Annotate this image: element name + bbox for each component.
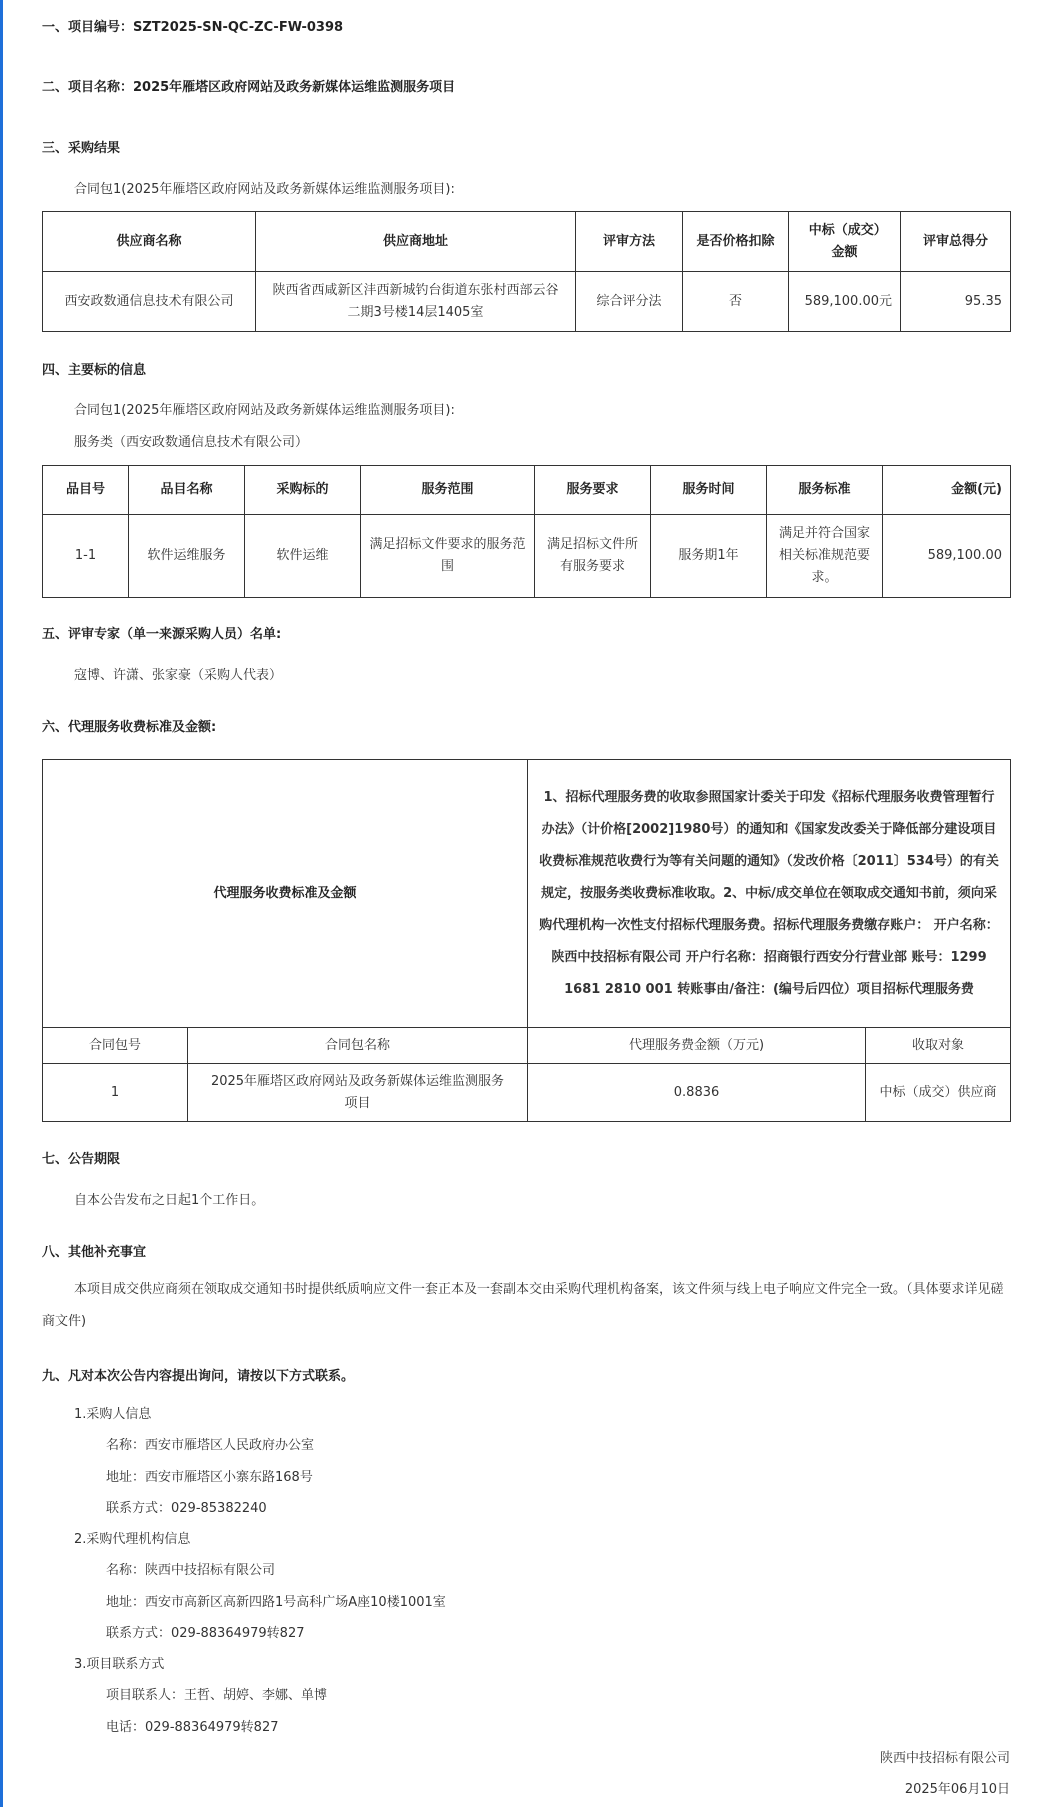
column-header: 是否价格扣除 (683, 212, 789, 272)
winning-amount: 589,100.00元 (789, 272, 901, 332)
column-header: 中标（成交）金额 (789, 212, 901, 272)
procurement-subject: 软件运维 (245, 515, 361, 598)
buyer-info-title: 1.采购人信息 (74, 1407, 152, 1422)
fee-standard-row (43, 760, 1011, 1028)
agent-address: 地址：西安市高新区高新四路1号高科广场A座10楼1001室 (106, 1595, 446, 1610)
package-label: 合同包1(2025年雁塔区政府网站及政务新媒体运维监测服务项目): (74, 182, 455, 197)
project-phone: 电话：029-88364979转827 (106, 1720, 279, 1735)
project-contacts: 项目联系人：王哲、胡婷、李娜、单博 (106, 1688, 328, 1703)
project-contact-title: 3.项目联系方式 (74, 1657, 165, 1672)
supplier-name: 西安政数通信息技术有限公司 (43, 272, 256, 332)
buyer-phone: 联系方式：029-85382240 (106, 1501, 267, 1516)
column-header: 采购标的 (245, 466, 361, 515)
column-header: 供应商名称 (43, 212, 256, 272)
section-heading-result: 三、采购结果 (42, 141, 121, 156)
signature-company: 陕西中技招标有限公司 (879, 1751, 1010, 1766)
result-table (42, 211, 1011, 332)
item-amount: 589,100.00 (883, 515, 1011, 598)
table-row (43, 515, 1011, 598)
fee-payer: 中标（成交）供应商 (866, 1064, 1011, 1122)
project-number: 一、项目编号：SZT2025-SN-QC-ZC-FW-0398 (42, 20, 344, 35)
project-name: 二、项目名称：2025年雁塔区政府网站及政务新媒体运维监测服务项目 (42, 80, 456, 95)
fee-standard-label: 代理服务收费标准及金额 (43, 760, 528, 1028)
fee-table (42, 759, 1011, 1122)
agent-phone: 联系方式：029-88364979转827 (106, 1626, 305, 1641)
service-requirement: 满足招标文件所有服务要求 (535, 515, 651, 598)
column-header: 服务要求 (535, 466, 651, 515)
section-heading-fee: 六、代理服务收费标准及金额: (42, 720, 217, 735)
section-heading-subject: 四、主要标的信息 (42, 363, 147, 378)
buyer-name: 名称：西安市雁塔区人民政府办公室 (106, 1438, 315, 1453)
column-header: 收取对象 (866, 1028, 1011, 1064)
column-header: 品目号 (43, 466, 129, 515)
package-number: 1 (43, 1064, 188, 1122)
column-header: 服务范围 (361, 466, 535, 515)
fee-standard-text: 1、招标代理服务费的收取参照国家计委关于印发《招标代理服务收费管理暂行办法》（计价格[2002]1980号）的通知和《国家发改委关于降低部分建设项目收费标准规范收费行为等有关问题的通知》（发改价格〔2011〕534号）的有关规定，按服务类收费标准收取。2、中标/成交单位在领取成交通知书前，须向采购代理机构一次性支付招标代理服务费。招标代理服务费缴存账户： 开户名称：陕西中技招标有限公司 开户行名称：招商银行西安分行营业部 账号：1299 1681 2810 001 转账事由/备注：(编号后四位）项目招标代理服务费 (528, 760, 1011, 1028)
column-header: 服务标准 (767, 466, 883, 515)
subject-table (42, 465, 1011, 598)
column-header: 评审方法 (576, 212, 683, 272)
signature-date: 2025年06月10日 (904, 1782, 1010, 1797)
expert-names: 寇博、许潇、张家豪（采购人代表） (74, 668, 283, 683)
table-header-row (43, 1028, 1011, 1064)
announcement-period: 自本公告发布之日起1个工作日。 (74, 1193, 265, 1208)
package-label: 合同包1(2025年雁塔区政府网站及政务新媒体运维监测服务项目): (74, 403, 455, 418)
section-heading-experts: 五、评审专家（单一来源采购人员）名单: (42, 627, 282, 642)
column-header: 服务时间 (651, 466, 767, 515)
price-deduction: 否 (683, 272, 789, 332)
table-header-row (43, 212, 1011, 272)
agent-name: 名称：陕西中技招标有限公司 (106, 1563, 276, 1578)
package-name: 2025年雁塔区政府网站及政务新媒体运维监测服务项目 (188, 1064, 528, 1122)
other-matters-text: 本项目成交供应商须在领取成交通知书时提供纸质响应文件一套正本及一套副本交由采购代理机构备案，该文件须与线上电子响应文件完全一致。（具体要求详见磋商文件) (42, 1282, 1004, 1329)
service-scope: 满足招标文件要求的服务范围 (361, 515, 535, 598)
column-header: 供应商地址 (256, 212, 576, 272)
buyer-address: 地址：西安市雁塔区小寨东路168号 (106, 1470, 313, 1485)
column-header: 合同包名称 (188, 1028, 528, 1064)
service-standard: 满足并符合国家相关标准规范要求。 (767, 515, 883, 598)
column-header: 代理服务费金额（万元) (528, 1028, 866, 1064)
section-heading-contact: 九、凡对本次公告内容提出询问，请按以下方式联系。 (42, 1369, 355, 1384)
item-number: 1-1 (43, 515, 129, 598)
table-header-row (43, 466, 1011, 515)
column-header: 品目名称 (129, 466, 245, 515)
table-row (43, 1064, 1011, 1122)
table-row (43, 272, 1011, 332)
service-category: 服务类（西安政数通信息技术有限公司） (74, 435, 309, 450)
section-heading-period: 七、公告期限 (42, 1152, 121, 1167)
column-header: 合同包号 (43, 1028, 188, 1064)
column-header: 金额(元) (883, 466, 1011, 515)
supplier-address: 陕西省西咸新区沣西新城钓台街道东张村西部云谷二期3号楼14层1405室 (256, 272, 576, 332)
section-heading-other: 八、其他补充事宜 (42, 1245, 147, 1260)
left-accent-bar (0, 0, 3, 1807)
agent-info-title: 2.采购代理机构信息 (74, 1532, 191, 1547)
review-method: 综合评分法 (576, 272, 683, 332)
total-score: 95.35 (901, 272, 1011, 332)
column-header: 评审总得分 (901, 212, 1011, 272)
service-time: 服务期1年 (651, 515, 767, 598)
item-name: 软件运维服务 (129, 515, 245, 598)
agency-fee-amount: 0.8836 (528, 1064, 866, 1122)
